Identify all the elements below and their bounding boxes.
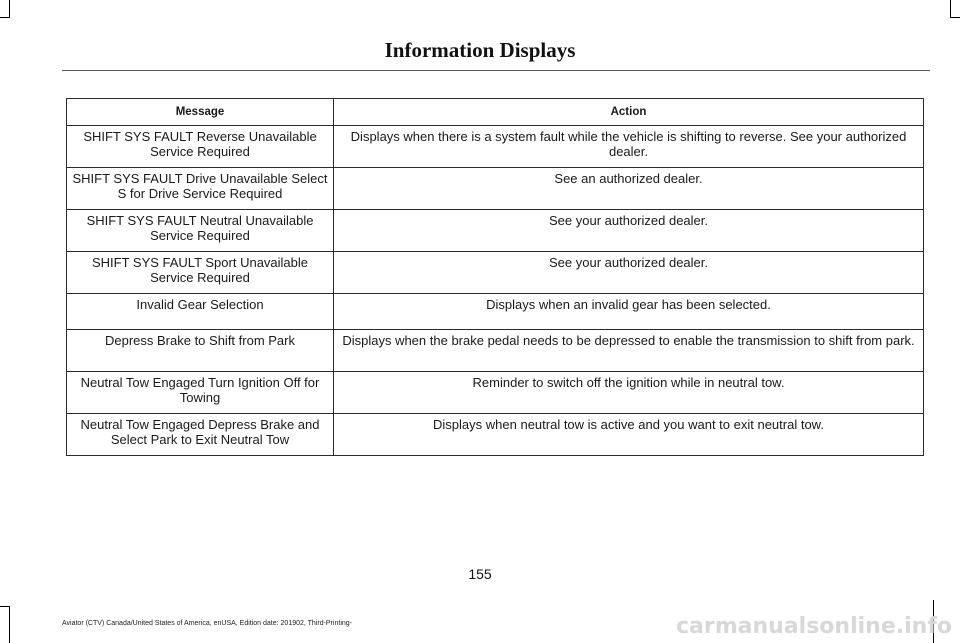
column-header-action: Action xyxy=(334,99,924,126)
table-row xyxy=(67,168,924,210)
page-number: 155 xyxy=(468,566,492,582)
message-cell: Invalid Gear Selection xyxy=(67,294,334,330)
message-cell: SHIFT SYS FAULT Reverse Unavailable Service Required xyxy=(67,126,334,168)
table-row xyxy=(67,414,924,456)
table-row xyxy=(67,294,924,330)
message-table xyxy=(66,98,924,456)
header-divider xyxy=(62,70,930,71)
action-cell: Displays when there is a system fault while the vehicle is shifting to reverse. See your authorized dealer. xyxy=(334,126,924,168)
message-cell: Neutral Tow Engaged Turn Ignition Off for Towing xyxy=(67,372,334,414)
crop-mark-bottom-left xyxy=(0,606,10,607)
page-title: Information Displays xyxy=(384,38,576,62)
table-header-row xyxy=(67,99,924,126)
action-cell: Displays when neutral tow is active and you want to exit neutral tow. xyxy=(334,414,924,456)
crop-mark-bottom-left xyxy=(9,606,10,643)
message-cell: SHIFT SYS FAULT Drive Unavailable Select S for Drive Service Required xyxy=(67,168,334,210)
watermark-logo: carmanualsonline.info xyxy=(676,614,952,639)
message-cell: Neutral Tow Engaged Depress Brake and Select Park to Exit Neutral Tow xyxy=(67,414,334,456)
table-row xyxy=(67,252,924,294)
action-cell: See your authorized dealer. xyxy=(334,210,924,252)
action-cell: See an authorized dealer. xyxy=(334,168,924,210)
table-row xyxy=(67,330,924,372)
message-cell: Depress Brake to Shift from Park xyxy=(67,330,334,372)
action-cell: Reminder to switch off the ignition while in neutral tow. xyxy=(334,372,924,414)
column-header-message: Message xyxy=(67,99,334,126)
action-cell: Displays when an invalid gear has been selected. xyxy=(334,294,924,330)
table-row xyxy=(67,126,924,168)
crop-mark-top-left xyxy=(9,0,10,18)
message-cell: SHIFT SYS FAULT Neutral Unavailable Service Required xyxy=(67,210,334,252)
action-cell: Displays when the brake pedal needs to be depressed to enable the transmission to shift from park. xyxy=(334,330,924,372)
message-cell: SHIFT SYS FAULT Sport Unavailable Service Required xyxy=(67,252,334,294)
crop-mark-top-right xyxy=(950,0,951,18)
table-row xyxy=(67,210,924,252)
table-row xyxy=(67,372,924,414)
footer-edition-text: Aviator (CTV) Canada/United States of America, enUSA, Edition date: 201902, Third-Printing- xyxy=(62,620,353,627)
crop-mark-top-left xyxy=(0,17,10,18)
action-cell: See your authorized dealer. xyxy=(334,252,924,294)
crop-mark-top-right xyxy=(950,17,960,18)
